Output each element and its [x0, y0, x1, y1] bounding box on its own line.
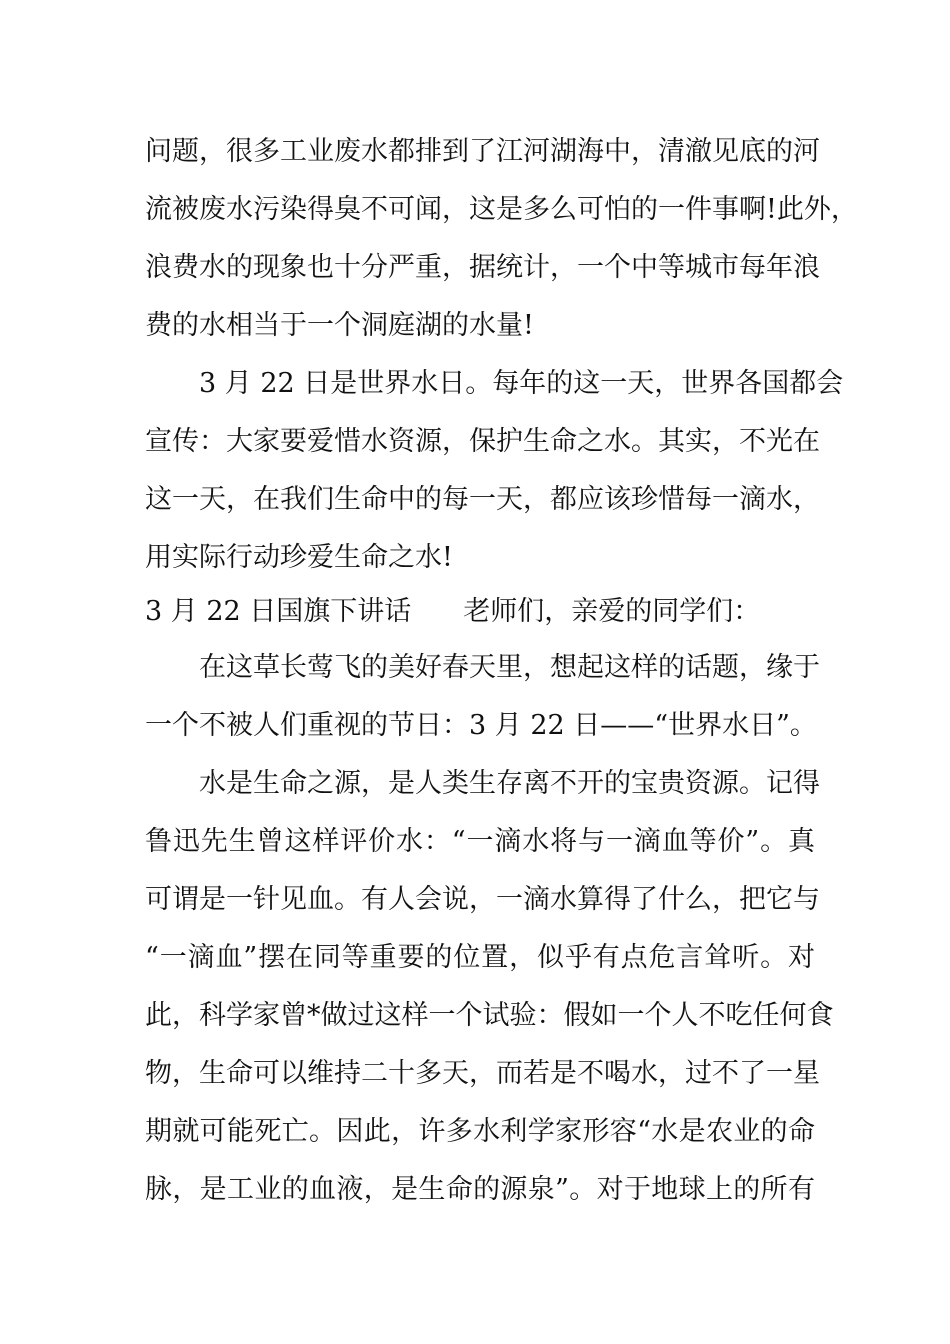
body-text-line: 在这草长莺飞的美好春天里，想起这样的话题，缘于 — [199, 652, 820, 683]
body-text-line: 可谓是一针见血。有人会说，一滴水算得了什么，把它与 — [145, 884, 820, 915]
body-text-line: 浪费水的现象也十分严重，据统计，一个中等城市每年浪 — [145, 252, 820, 283]
body-text-line: 水是生命之源，是人类生存离不开的宝贵资源。记得 — [199, 768, 820, 799]
body-text-line: 脉，是工业的血液，是生命的源泉”。对于地球上的所有 — [145, 1174, 815, 1205]
body-text-line: 用实际行动珍爱生命之水! — [145, 542, 453, 573]
body-text-line: 此，科学家曾*做过这样一个试验：假如一个人不吃任何食 — [145, 1000, 834, 1031]
speech-heading-line — [145, 592, 815, 632]
body-text-line: 问题，很多工业废水都排到了江河湖海中，清澈见底的河 — [145, 136, 820, 167]
body-text-line: 3 月 22 日是世界水日。每年的这一天，世界各国都会 — [199, 368, 844, 399]
body-text-line: 流被废水污染得臭不可闻，这是多么可怕的一件事啊!此外， — [145, 194, 858, 225]
salutation: 老师们，亲爱的同学们： — [463, 596, 761, 627]
body-text-line: “一滴血”摆在同等重要的位置，似乎有点危言耸听。对 — [145, 942, 815, 973]
body-text-line: 期就可能死亡。因此，许多水利学家形容“水是农业的命 — [145, 1116, 815, 1147]
body-text-line: 这一天，在我们生命中的每一天，都应该珍惜每一滴水， — [145, 484, 820, 515]
speech-title: 3 月 22 日国旗下讲话 — [145, 596, 412, 627]
body-text-line: 物，生命可以维持二十多天，而若是不喝水，过不了一星 — [145, 1058, 820, 1089]
body-text-line: 一个不被人们重视的节日：3 月 22 日——“世界水日”。 — [145, 710, 817, 741]
body-text-line: 费的水相当于一个洞庭湖的水量! — [145, 310, 534, 341]
body-text-line: 宣传：大家要爱惜水资源，保护生命之水。其实，不光在 — [145, 426, 820, 457]
body-text-line: 鲁迅先生曾这样评价水：“一滴水将与一滴血等价”。真 — [145, 826, 815, 857]
